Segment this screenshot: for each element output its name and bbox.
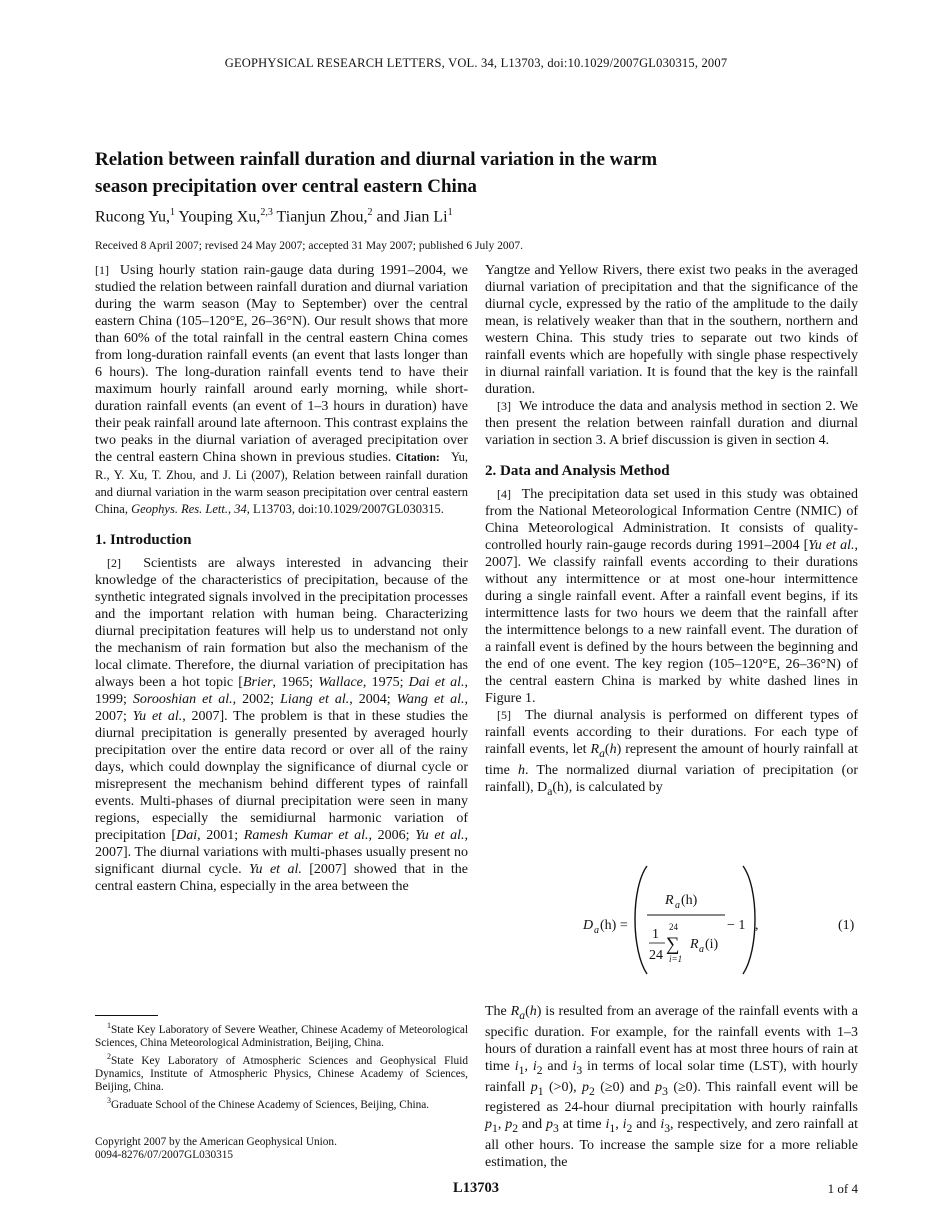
article-id: L13703 [453, 1180, 499, 1196]
copyright: Copyright 2007 by the American Geophysical Union. 0094-8276/07/2007GL030315 [95, 1136, 337, 1161]
footnotes [95, 1019, 468, 1111]
reference: Yu et al. [249, 862, 302, 877]
eq-den-r: R [690, 937, 699, 952]
eq-sum-symbol: ∑ [666, 934, 680, 955]
reference: Yu et al. [808, 538, 855, 553]
eq-den-one: 1 [652, 927, 659, 942]
section-heading: 2. Data and Analysis Method [485, 463, 670, 479]
paragraph: [2] Scientists are always interested in advancing their knowledge of the characteristics of precipitation, because of the synthetic integrated signals involved in the precipitation processes and the important relation with human being. Characterizing diurnal precipitation features will help us to understand not only the mechanism of rain formation but also the mechanism of the local climate. Therefore, the diurnal variation of precipitation has always been a hot topic [Brier, 1965; Wallace, 1975; Dai et al., 1999; Sorooshian et al., 2002; Liang et al., 2004; Wang et al., 2007; Yu et al., 2007]. The problem is that in these studies the diurnal precipitation is generally presented by averaged hourly precipitation over the entire data record or over all of the rainy days, which could downplay the significance of diurnal cycle or misrepresent the mechanism behind different types of rainfall events. Multi-phases of diurnal precipitation were seen in many regions, especially the semidiurnal harmonic variation of precipitation [Dai, 2001; Ramesh Kumar et al., 2006; Yu et al., 2007]. The diurnal variations with multi-phases usually present no significant diurnal cycle. Yu et al. [2007] showed that in the central eastern China, especially in the area between the [95, 556, 469, 894]
paragraph-number: [4] [497, 487, 511, 501]
paragraph: [4] The precipitation data set used in this study was obtained from the National Meteorological Information Centre (NMIC) of China Meteorological Administration. It consists of quality-controlled hourly rain-gauge records during 1991–2004 [Yu et al., 2007]. We classify rainfall events according to their durations without any intermittence or at most one-hour intermittence during a single rainfall event. After a rainfall event begins, if its intermittence lasts for two hours we deem that the rainfall after the intermittence belongs to a new rainfall event. The duration of a rainfall event is defined by the hours between the beginning and the end of one event. The key region (105–120°E, 26–36°N) of the central eastern China is marked by white dashed lines in Figure 1. [485, 487, 859, 706]
paragraph-number: [1] [95, 263, 109, 277]
eq-sum-top: 24 [669, 922, 678, 932]
affiliation-mark: 2 [367, 207, 373, 218]
abstract [95, 262, 468, 518]
affiliation-mark: 1 [447, 207, 453, 218]
eq-num-arg: (h) [681, 893, 698, 908]
author-name: Rucong Yu, [95, 208, 170, 226]
paragraph-number: [3] [497, 399, 511, 413]
journal-header: GEOPHYSICAL RESEARCH LETTERS, VOL. 34, L13703, doi:10.1029/2007GL030315, 2007 [224, 56, 728, 70]
footnote-rule [95, 1015, 158, 1016]
paper-title [95, 146, 795, 200]
equation-svg [485, 858, 858, 983]
footnote: $^1$State Key Laboratory of Severe Weather, Chinese Academy of Meteorological Sciences, China Meteorological Administration, Beijing, China. [95, 1021, 468, 1049]
paragraph: [5] The diurnal analysis is performed on different types of rainfall events according to their durations. For each type of rainfall events, let $R_a(h)$ represent the amount of hourly rainfall at time h. The normalized diurnal variation of precipitation (or rainfall), $D_a(h)$, is calculated by [485, 708, 859, 798]
title-line-1: Relation between rainfall duration and diurnal variation in the warm [95, 149, 658, 170]
eq-minus-one: − 1 [727, 918, 746, 933]
reference: Yu et al. [132, 709, 183, 724]
eq-lhs-sub: a [594, 925, 599, 936]
author-name: Tianjun Zhou, [276, 208, 368, 226]
equation-1 [485, 858, 858, 983]
author-name: and Jian Li [376, 208, 448, 226]
citation: Citation: Yu, R., Y. Xu, T. Zhou, and J. Li (2007), Relation between rainfall duration and diurnal variation in the warm season precipitation over central eastern China, Geophys. Res. Lett., 34, L13703, doi:10.1029/2007GL030315. [95, 450, 468, 516]
received-dates: Received 8 April 2007; revised 24 May 2007; accepted 31 May 2007; published 6 July 2007. [95, 240, 523, 252]
author-name: Youping Xu, [178, 208, 261, 226]
eq-den-arg: (i) [705, 937, 719, 952]
affiliation-mark: 1 [169, 207, 175, 218]
eq-lhs-arg: (h) = [600, 918, 628, 933]
affiliation-mark: 2,3 [260, 207, 273, 218]
paragraph-number: [2] [107, 556, 121, 570]
left-column [95, 262, 468, 895]
section-heading: 1. Introduction [95, 532, 192, 548]
reference: Ramesh Kumar et al. [243, 828, 369, 843]
page-number: 1 of 4 [827, 1181, 858, 1196]
paragraph: [3] We introduce the data and analysis method in section 2. We then present the relation between rainfall duration and diurnal variation in section 3. A brief discussion is given in section 4. [485, 399, 858, 448]
abstract-text: Using hourly station rain-gauge data during 1991–2004, we studied the relation between rainfall duration and diurnal variation during the warm season (May to September) over the central eastern China (105–120°E, 26–36°N). Our result shows that more than 60% of the total rainfall in the central eastern China comes from long-duration rainfall events (an event that lasts longer than 6 hours). The long-duration rainfall events tend to have their maximum hourly rainfall around early morning, while short-duration rainfall events (an event of 1–3 hours in duration) have their peak rainfall around late afternoon. This contrast explains the two peaks in the diurnal variation of averaged precipitation over the central eastern China shown in previous studies. [95, 263, 468, 465]
reference: Dai [176, 828, 198, 843]
paragraph: Yangtze and Yellow Rivers, there exist two peaks in the averaged diurnal variation of precipitation and that the significance of the diurnal cycle, expressed by the ratio of the amplitude to the daily mean, is relatively weaker than that in the southern, northern and western China. This study tries to separate out two kinds of rainfall events which are hopefully with single phase respectively in diurnal rainfall variation. It is found that the key is the rainfall duration. [485, 263, 858, 397]
eq-num-sub: a [675, 900, 680, 911]
paragraph-number: [5] [497, 708, 511, 722]
paragraph: The $R_a(h)$ is resulted from an average of the rainfall events with a specific duration. For example, for the rainfall events with 1–3 hours of duration a rainfall event has at most three hours of rain at time $i_1$, $i_2$ and $i_3$ in terms of local solar time (LST), with hourly rainfall $p_1$ (>0), $p_2$ (≥0) and $p_3$ (≥0). This rainfall event will be registered as 24-hour diurnal precipitation with hourly rainfalls $p_1$, $p_2$ and $p_3$ at time $i_1$, $i_2$ and $i_3$, respectively, and zero rainfall at all other hours. To increase the sample size for a more reliable estimation, the [485, 1004, 859, 1171]
author-list [95, 207, 453, 226]
right-column [485, 262, 858, 800]
footnote: $^2$State Key Laboratory of Atmospheric Sciences and Geophysical Fluid Dynamics, Institute of Atmospheric Physics, Chinese Academy of Sciences, Beijing, China. [95, 1051, 468, 1093]
reference: Liang et al. [280, 692, 350, 707]
eq-number: (1) [838, 918, 855, 933]
right-column-continued [485, 1003, 858, 1171]
eq-left-paren [635, 866, 647, 974]
reference: Dai et al. [408, 675, 465, 690]
reference: Wang et al. [396, 692, 465, 707]
reference: Yu et al. [415, 828, 465, 843]
eq-sum-bot: i=1 [669, 954, 683, 964]
eq-den-24: 24 [649, 948, 663, 963]
eq-lhs: D [583, 918, 594, 933]
reference: Sorooshian et al. [132, 692, 233, 707]
eq-num-r: R [665, 893, 674, 908]
eq-den-sub: a [699, 944, 704, 955]
citation-label: Citation: [395, 452, 440, 464]
title-line-2: season precipitation over central eastern China [95, 176, 477, 197]
eq-comma: , [755, 918, 759, 933]
reference: Brier [242, 675, 273, 690]
footnote: $^3$Graduate School of the Chinese Academy of Sciences, Beijing, China. [107, 1095, 430, 1111]
reference: Wallace [318, 675, 363, 690]
